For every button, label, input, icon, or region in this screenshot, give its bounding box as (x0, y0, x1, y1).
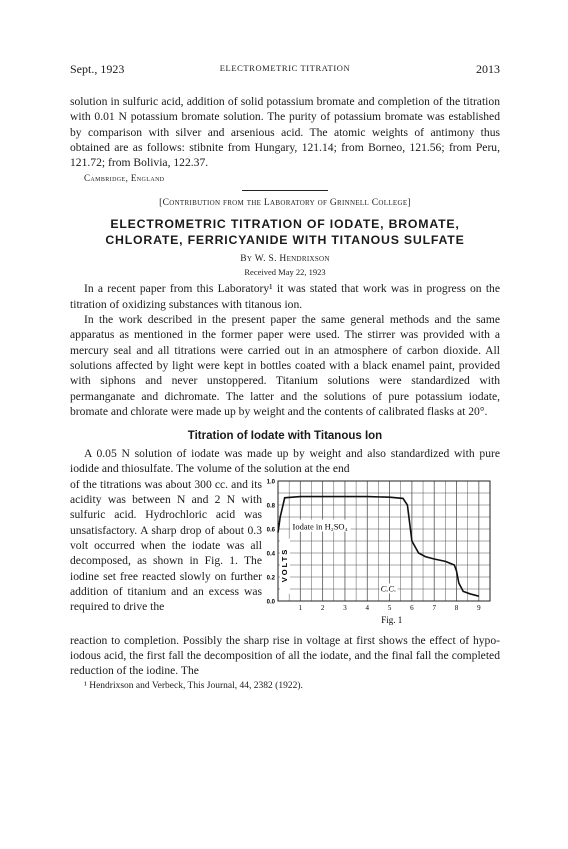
y-axis-label: VOLTS (280, 547, 289, 582)
y-tick-label: 1.0 (266, 479, 275, 486)
x-tick-label: 3 (343, 603, 347, 612)
x-tick-label: 7 (432, 603, 436, 612)
figure-1-chart (258, 471, 500, 633)
section-heading: Titration of Iodate with Titanous Ion (187, 430, 383, 443)
iodate-paragraph-start: A 0.05 N solution of iodate was made up by weight and also standardized with pure iodide and thiosulfate. The volume of the solution at the end (70, 447, 500, 476)
y-tick-label: 0.2 (266, 575, 275, 582)
received-date: Received May 22, 1923 (244, 267, 326, 278)
y-tick-label: 0.0 (266, 599, 275, 606)
prev-article-place: Cambridge, England (84, 173, 165, 184)
x-tick-label: 8 (454, 603, 459, 612)
author-line: By W. S. Hendrixson (240, 254, 330, 265)
running-title: ELECTROMETRIC TITRATION (219, 63, 351, 73)
section-rule (242, 190, 328, 191)
prev-article-paragraph: solution in sulfuric acid, addition of solid potassium bromate and completion of the titration with 0.01 N potassium bromate solution. The purity of potassium bromate was established by comparison with silver and arsenious acid. The atomic weights of antimony thus obtained are as follows: stibnite from Hungary, 121.14; from Borneo, 121.56; from Peru, 121.72; from Bolivia, 122.37. (70, 95, 500, 170)
y-tick-label: 0.8 (266, 503, 275, 510)
x-tick-label: 5 (387, 603, 392, 612)
legend-label: Iodate in H₂SO₄ (292, 521, 348, 532)
y-tick-label: 0.4 (266, 551, 275, 558)
article-title-line-1: ELECTROMETRIC TITRATION OF IODATE, BROMATE, (110, 217, 460, 232)
y-tick-label: 0.6 (266, 527, 275, 534)
article-title-line-2: CHLORATE, FERRICYANIDE WITH TITANOUS SULFATE (105, 233, 465, 248)
intro-paragraph: In a recent paper from this Laboratory¹ it was stated that work was in progress on the titration of oxidizing substances with titanous ion. (70, 282, 500, 311)
figure-caption: Fig. 1 (381, 614, 403, 625)
chart-ticks (267, 479, 481, 612)
page-number: 2013 (476, 62, 500, 76)
journal-page (70, 62, 500, 693)
x-tick-label: 4 (365, 603, 370, 612)
x-tick-label: 2 (320, 603, 325, 612)
issue-date: Sept., 1923 (70, 62, 125, 76)
iodate-paragraph-end: reaction to completion. Possibly the sharp rise in voltage at first shows the effect of hypo-iodous acid, the first fall the decomposition of all the iodate, and the final fall the completed reduction of the iodine. The (70, 633, 500, 678)
x-tick-label: 6 (410, 603, 414, 612)
draftsman-initials: C.C. (380, 583, 397, 594)
running-head (70, 62, 500, 80)
x-tick-label: 9 (477, 603, 481, 612)
x-tick-label: 1 (298, 603, 303, 612)
figure-wrap-block (70, 477, 500, 633)
methods-paragraph: In the work described in the present paper the same general methods and the same apparatus as mentioned in the former paper were used. The stirrer was provided with a mercury seal and all titrations were carried out in an atmosphere of carbon dioxide. All solutions affected by light were kept in bottles coated with a black enamel paint, provided with siphons and never unstoppered. Titanium solutions were standardized with permanganate and dichromate. The latter and the solutions of pure potassium iodate, bromate and chlorate were made up by weight and the contents of calibrated flasks at 20°. (70, 313, 500, 418)
iodate-paragraph-wrap: of the titrations was about 300 cc. and its acidity was between N and 2 N with sulfuric acid. Hydrochloric acid was unsatisfactory. A sharp drop of about 0.3 volt occurred when the iodate was all decomposed, as shown in Fig. 1. The iodine set free reacted slowly on further addition of titanium and an excess was required to drive the (70, 477, 262, 614)
contribution-line: [Contribution from the Laboratory of Grinnell College] (159, 198, 411, 209)
footnote: ¹ Hendrixson and Verbeck, This Journal, 44, 2382 (1922). (84, 680, 303, 691)
